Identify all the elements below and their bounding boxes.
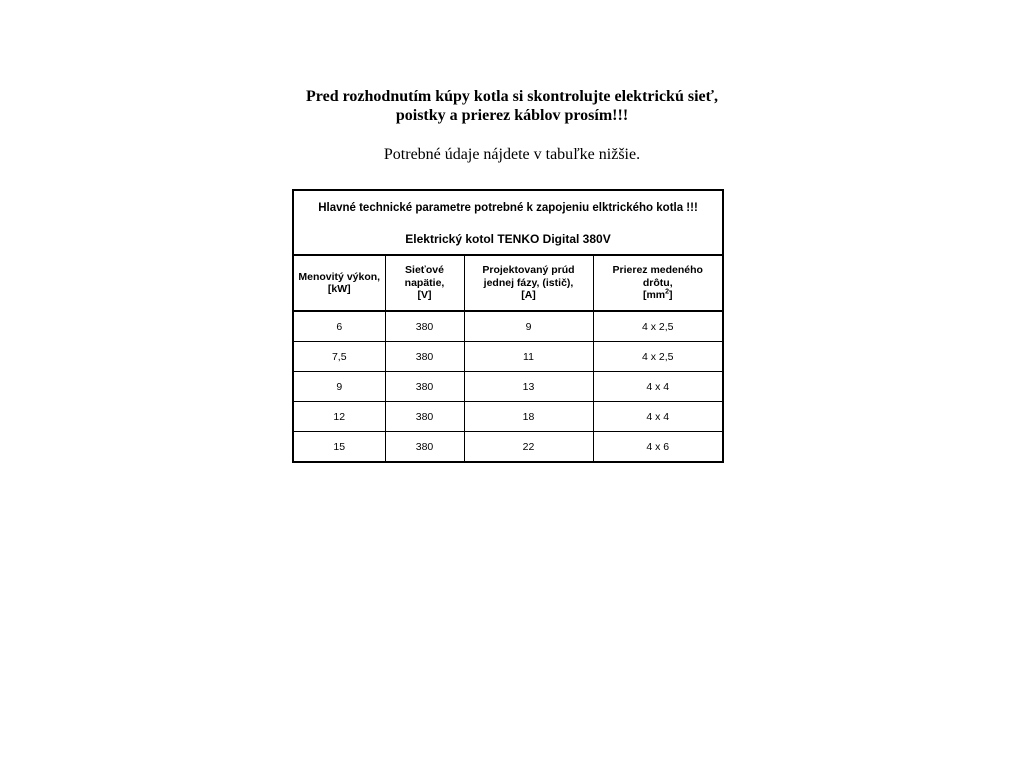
table-subtitle: Elektrický kotol TENKO Digital 380V xyxy=(405,231,611,246)
cell-cross-section: 4 x 6 xyxy=(593,432,723,463)
table-row xyxy=(293,311,723,342)
cell-cross-section: 4 x 2,5 xyxy=(593,311,723,342)
header-superscript: 2 xyxy=(665,288,670,296)
table-row xyxy=(293,342,723,372)
header-text: ] xyxy=(669,289,673,302)
cell-current: 9 xyxy=(464,311,593,342)
column-header-power xyxy=(293,255,385,311)
cell-power: 15 xyxy=(293,432,385,463)
header-text: Sieťové xyxy=(405,264,444,277)
header-text: Prierez medeného xyxy=(612,264,703,277)
cell-power: 9 xyxy=(293,372,385,402)
table-row xyxy=(293,402,723,432)
header-text: Menovitý výkon, xyxy=(298,270,381,283)
table-row xyxy=(293,432,723,463)
cell-current: 11 xyxy=(464,342,593,372)
notice-line-2: poistky a prierez káblov prosím!!! xyxy=(395,107,629,124)
table-title: Hlavné technické parametre potrebné k zapojeniu elktrického kotla !!! xyxy=(318,201,698,214)
table-row xyxy=(293,372,723,402)
technical-parameters-table xyxy=(292,189,724,463)
header-text: [A] xyxy=(521,289,536,302)
notice-subtext: Potrebné údaje nájdete v tabuľke nižšie. xyxy=(383,146,641,163)
notice-line-1: Pred rozhodnutím kúpy kotla si skontrolujte elektrickú sieť, xyxy=(306,88,718,105)
cell-voltage: 380 xyxy=(385,402,464,432)
cell-current: 18 xyxy=(464,402,593,432)
header-text: Projektovaný prúd xyxy=(482,264,575,277)
cell-cross-section: 4 x 2,5 xyxy=(593,342,723,372)
table-title-cell xyxy=(293,190,723,255)
column-header-voltage xyxy=(385,255,464,311)
header-text: napätie, xyxy=(404,276,445,289)
table-header-row xyxy=(293,255,723,311)
header-text: drôtu, xyxy=(642,276,673,289)
cell-current: 13 xyxy=(464,372,593,402)
header-text: [V] xyxy=(417,289,432,302)
cell-power: 7,5 xyxy=(293,342,385,372)
cell-power: 12 xyxy=(293,402,385,432)
cell-voltage: 380 xyxy=(385,311,464,342)
column-header-cross-section xyxy=(593,255,723,311)
cell-voltage: 380 xyxy=(385,342,464,372)
header-text: jednej fázy, (istič), xyxy=(483,276,574,289)
cell-voltage: 380 xyxy=(385,372,464,402)
header-text: [kW] xyxy=(327,283,351,295)
cell-current: 22 xyxy=(464,432,593,463)
notice-headline xyxy=(0,87,1024,125)
column-header-current xyxy=(464,255,593,311)
header-text: [mm xyxy=(642,289,666,302)
cell-voltage: 380 xyxy=(385,432,464,463)
cell-cross-section: 4 x 4 xyxy=(593,372,723,402)
table-title-row xyxy=(293,190,723,255)
cell-cross-section: 4 x 4 xyxy=(593,402,723,432)
cell-power: 6 xyxy=(293,311,385,342)
